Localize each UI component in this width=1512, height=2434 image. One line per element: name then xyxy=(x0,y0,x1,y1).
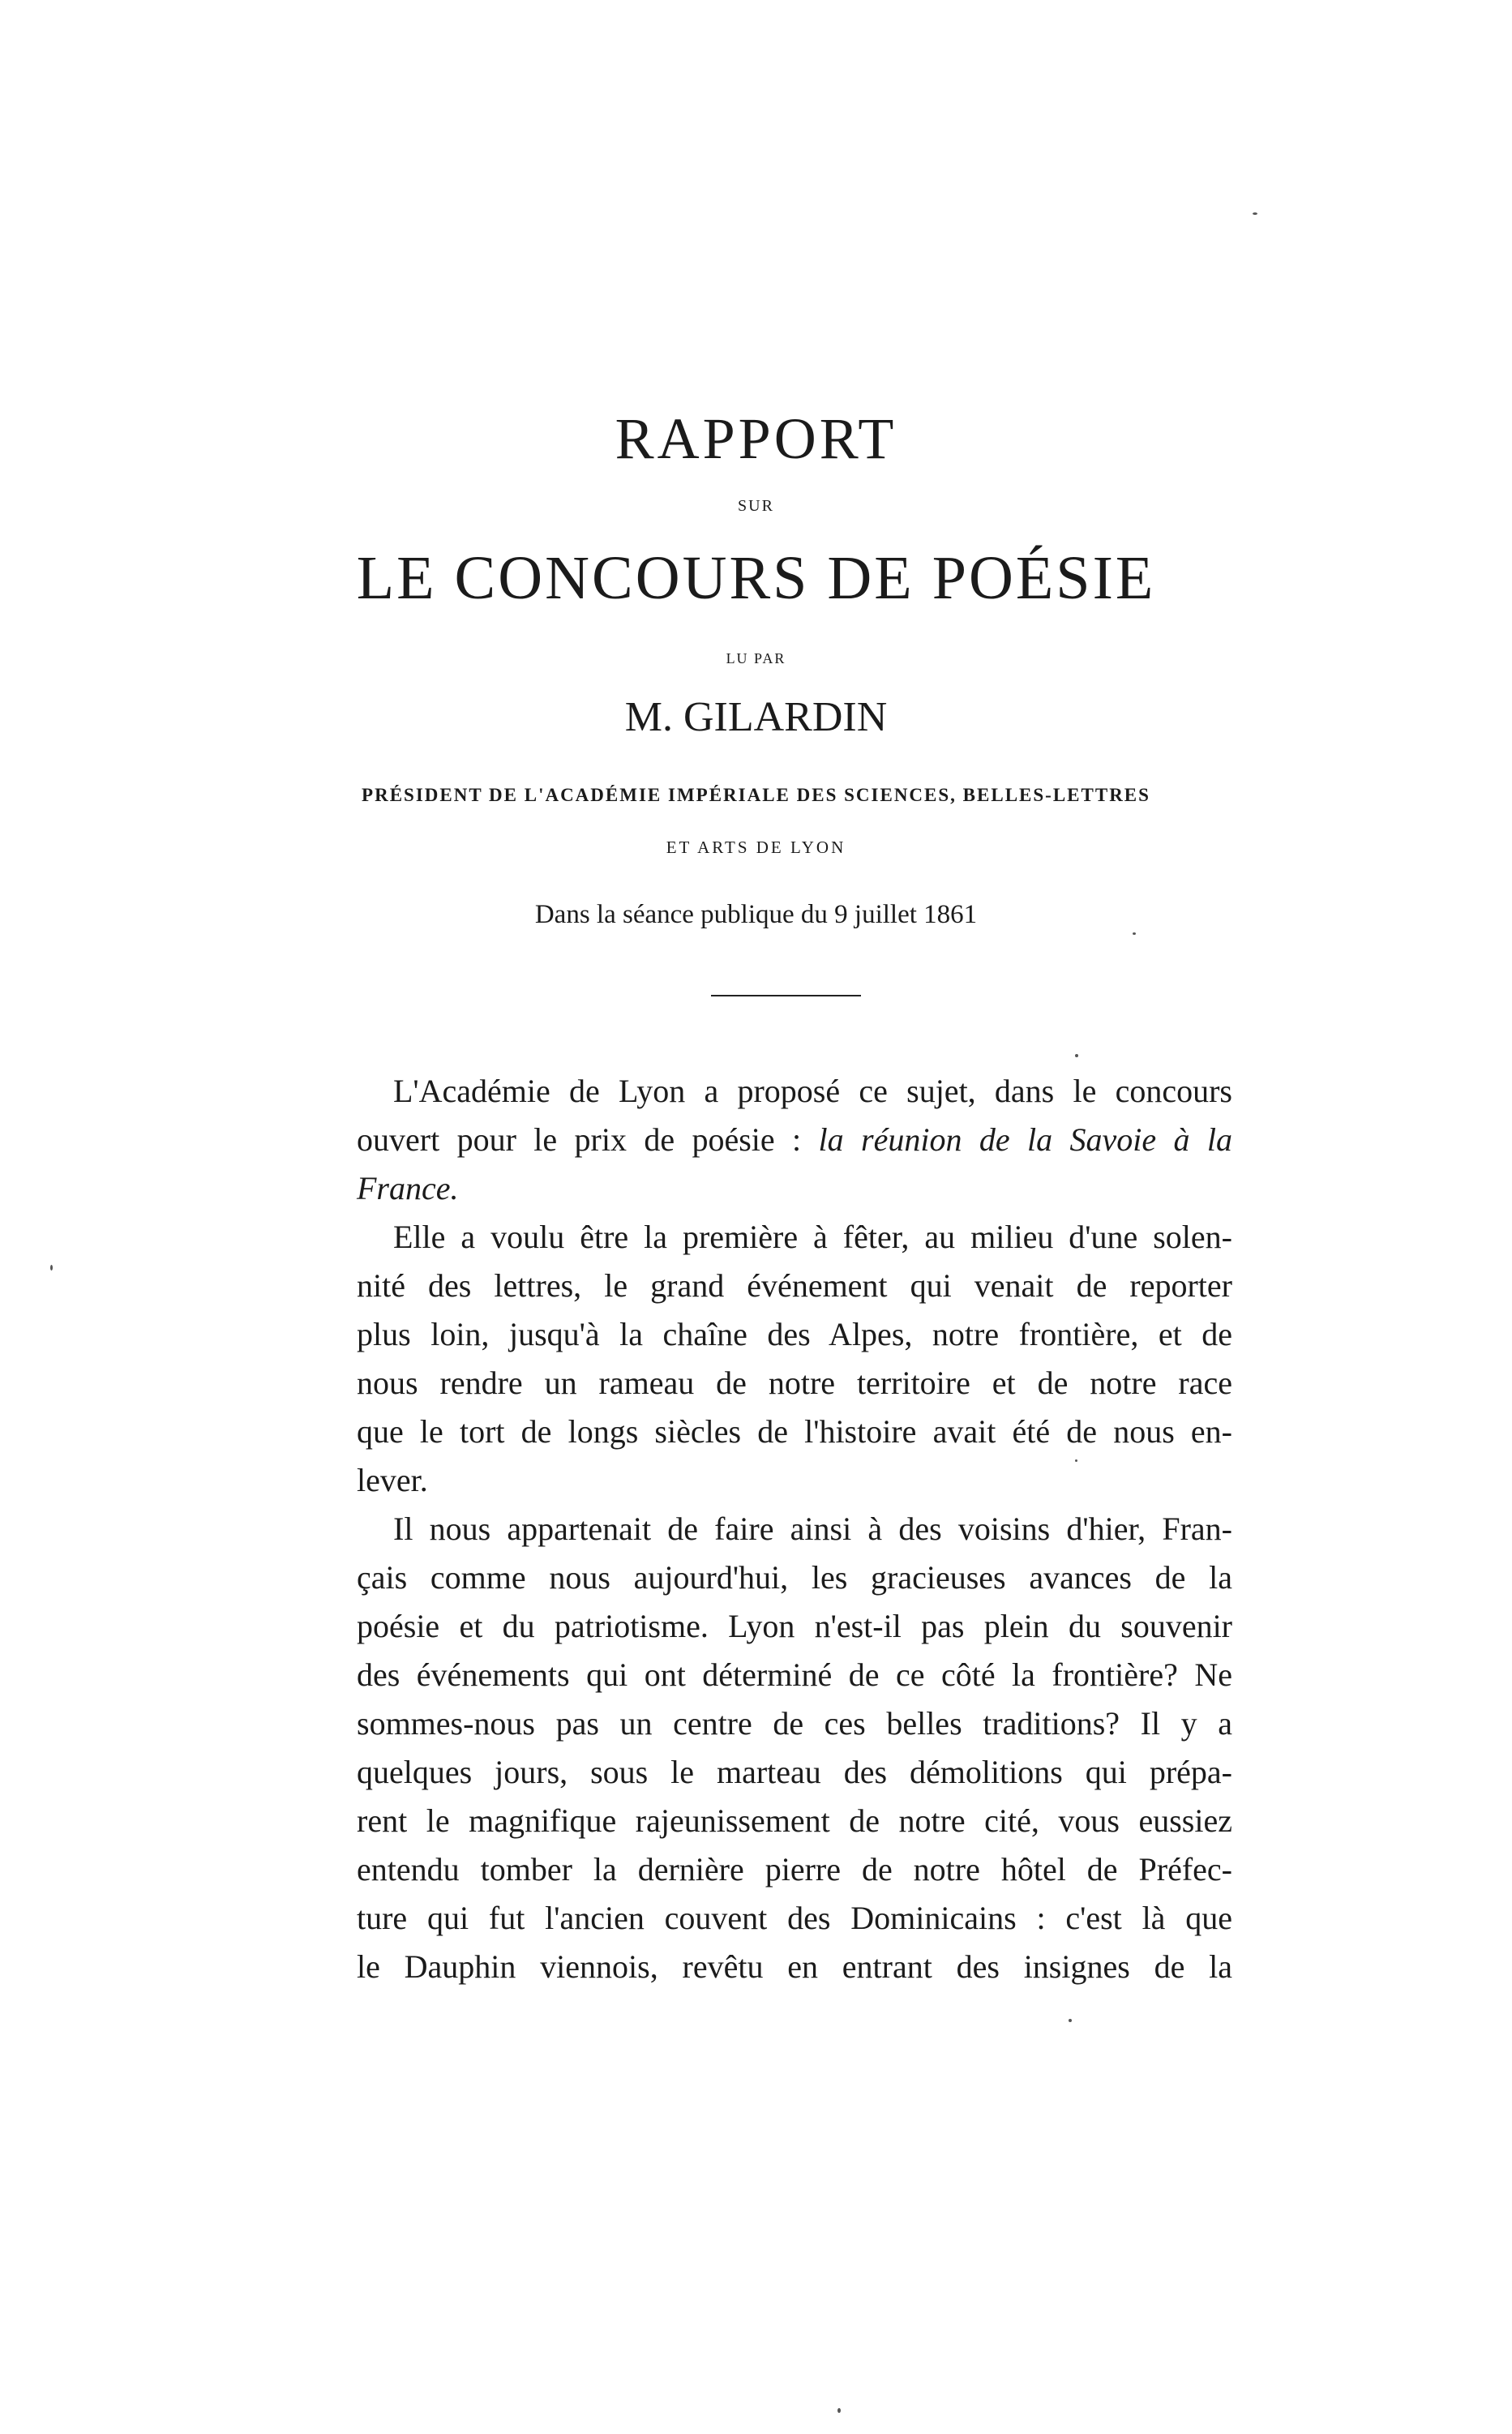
paragraph-line: çais comme nous aujourd'hui, les gracieuses avances de la xyxy=(357,1559,1232,1596)
paragraph-line: plus loin, jusqu'à la chaîne des Alpes, notre frontière, et de xyxy=(357,1316,1232,1352)
paragraph-line: nité des lettres, le grand événement qui venait de reporter xyxy=(357,1267,1232,1304)
section-divider xyxy=(711,995,861,996)
paragraph-line: nous rendre un rameau de notre territoire et de notre race xyxy=(357,1365,1232,1401)
italic-subject-phrase: la réunion de la Savoie à la xyxy=(818,1121,1232,1158)
paragraph-line-text: ouvert pour le prix de poésie : xyxy=(357,1121,819,1158)
report-subtitle: LE CONCOURS DE POÉSIE xyxy=(356,544,1156,612)
scan-speck xyxy=(1133,932,1136,935)
paragraph-line: entendu tomber la dernière pierre de notre hôtel de Préfec- xyxy=(357,1851,1232,1888)
scan-speck xyxy=(1253,212,1257,215)
author-name: M. GILARDIN xyxy=(624,694,888,740)
paragraph-line: lever. xyxy=(357,1462,428,1498)
author-affiliation-line-2: ET ARTS DE LYON xyxy=(666,838,846,857)
session-date-line: Dans la séance publique du 9 juillet 1861 xyxy=(534,900,978,929)
paragraph-line: sommes-nous pas un centre de ces belles traditions? Il y a xyxy=(357,1705,1232,1742)
title-connector-lu-par: LU PAR xyxy=(726,650,786,666)
paragraph-line: Il nous appartenait de faire ainsi à des voisins d'hier, Fran- xyxy=(393,1511,1232,1547)
paragraph-line: ture qui fut l'ancien couvent des Dominicains : c'est là que xyxy=(357,1900,1232,1936)
paragraph-line: des événements qui ont déterminé de ce côté la frontière? Ne xyxy=(357,1656,1232,1693)
paragraph-line: que le tort de longs siècles de l'histoire avait été de nous en- xyxy=(357,1413,1232,1450)
scan-speck xyxy=(1075,1459,1077,1462)
scan-speck xyxy=(1069,2019,1072,2022)
paragraph-line: L'Académie de Lyon a proposé ce sujet, dans le concours xyxy=(393,1073,1232,1109)
paragraph-line: quelques jours, sous le marteau des démolitions qui prépa- xyxy=(357,1754,1232,1790)
paragraph-line: rent le magnifique rajeunissement de notre cité, vous eussiez xyxy=(357,1802,1232,1839)
paragraph-line: poésie et du patriotisme. Lyon n'est-il pas plein du souvenir xyxy=(357,1608,1232,1644)
scan-speck xyxy=(50,1265,53,1271)
scan-speck xyxy=(1075,1054,1078,1057)
scan-speck xyxy=(837,2408,841,2413)
paragraph-line: France. xyxy=(357,1170,459,1206)
paragraph-line: Elle a voulu être la première à fêter, au milieu d'une solen- xyxy=(393,1219,1232,1255)
paragraph-line xyxy=(357,1121,1232,1159)
paragraph-line: le Dauphin viennois, revêtu en entrant des insignes de la xyxy=(357,1948,1232,1985)
report-title: RAPPORT xyxy=(615,406,897,471)
title-connector-sur: SUR xyxy=(738,497,774,515)
author-affiliation-line-1: PRÉSIDENT DE L'ACADÉMIE IMPÉRIALE DES SCIENCES, BELLES-LETTRES xyxy=(362,785,1150,805)
